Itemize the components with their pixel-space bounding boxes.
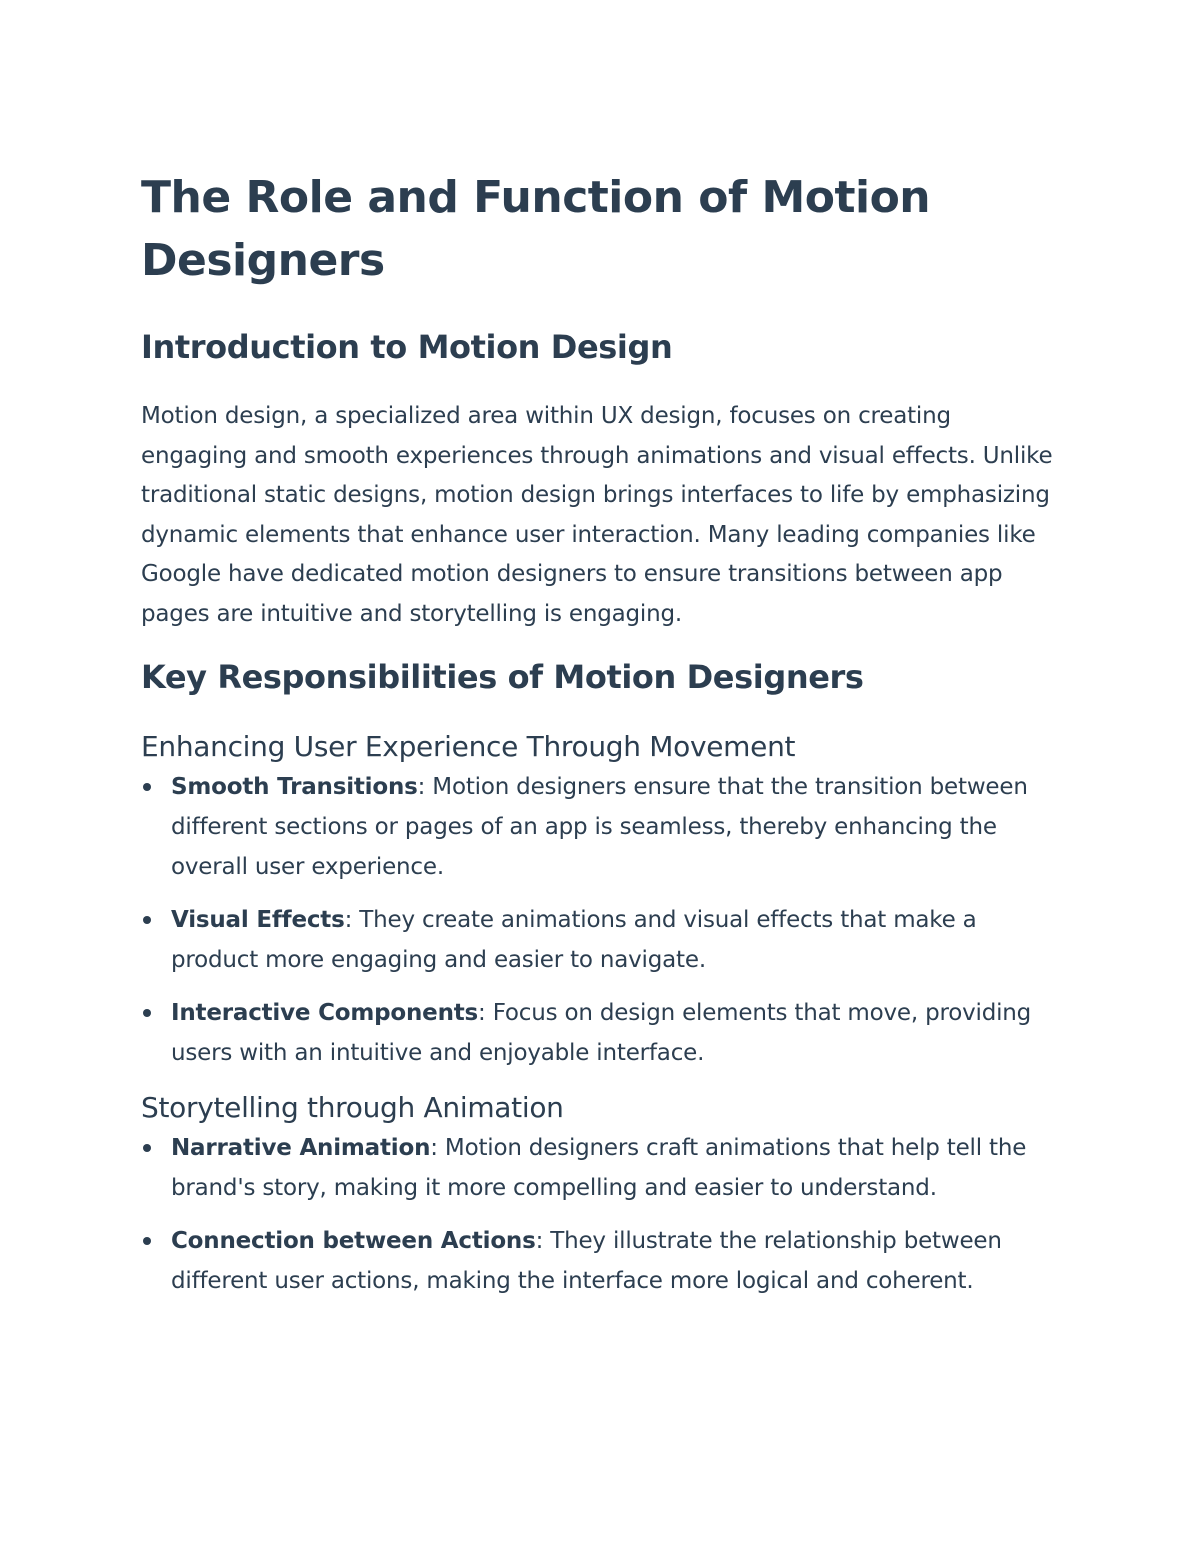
list-item-term: Interactive Components: [171, 1000, 479, 1026]
bullet-icon: [143, 1237, 151, 1245]
list-item-term: Smooth Transitions: [171, 774, 418, 800]
enhancing-ux-heading: Enhancing User Experience Through Movement: [141, 730, 796, 763]
list-item-term: Visual Effects: [171, 907, 345, 933]
key-responsibilities-heading: Key Responsibilities of Motion Designers: [141, 658, 864, 696]
bullet-icon: [143, 1009, 151, 1017]
bullet-icon: [143, 916, 151, 924]
document-page: [141, 166, 1061, 1301]
list-item-text: : They create animations and visual effects that make a product more engaging and easier to navigate.: [171, 907, 977, 973]
storytelling-list: [141, 1128, 1061, 1301]
list-item: [141, 1128, 1061, 1208]
list-item-text: : Focus on design elements that move, providing users with an intuitive and enjoyable interface.: [171, 1000, 1032, 1066]
intro-paragraph: Motion design, a specialized area within UX design, focuses on creating engaging and smooth experiences through animations and visual effects. Unlike traditional static designs, motion design brings interfaces to life by emphasizing dynamic elements that enhance user interaction. Many leading companies like Google have dedicated motion designers to ensure transitions between app pages are intuitive and storytelling is engaging.: [141, 403, 1053, 627]
list-item-term: Connection between Actions: [171, 1228, 536, 1254]
list-item-text: : Motion designers craft animations that help tell the brand's story, making it more compelling and easier to understand.: [171, 1135, 1027, 1201]
list-item: [141, 900, 1061, 980]
bullet-icon: [143, 1144, 151, 1152]
list-item-term: Narrative Animation: [171, 1135, 431, 1161]
list-item-text: : Motion designers ensure that the transition between different sections or pages of an app is seamless, thereby enhancing the overall user experience.: [171, 774, 1028, 880]
enhancing-ux-list: [141, 767, 1061, 1073]
bullet-icon: [143, 783, 151, 791]
storytelling-heading: Storytelling through Animation: [141, 1091, 564, 1124]
list-item: [141, 767, 1061, 887]
page-title: The Role and Function of Motion Designers: [141, 172, 931, 286]
intro-heading: Introduction to Motion Design: [141, 328, 673, 366]
list-item: [141, 1221, 1061, 1301]
list-item-text: : They illustrate the relationship between different user actions, making the interface more logical and coherent.: [171, 1228, 1002, 1294]
list-item: [141, 993, 1061, 1073]
